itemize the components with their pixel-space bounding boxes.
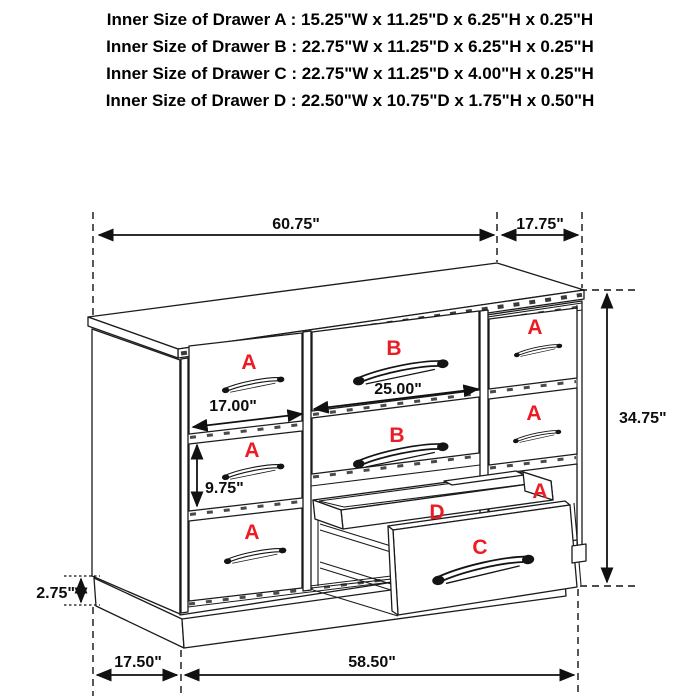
inner-size-line-a: Inner Size of Drawer A : 15.25"W x 11.25"D x 6.25"H x 0.25"H: [106, 10, 594, 29]
dim-label-drawer-b-width: 25.00": [374, 381, 422, 398]
label-d-tray: D: [429, 501, 445, 524]
label-b-second: B: [389, 424, 405, 447]
dim-label-overall-height: 34.75": [619, 410, 667, 427]
dim-label-top-depth: 17.75": [516, 216, 564, 233]
inner-size-line-b: Inner Size of Drawer B : 22.75"W x 11.25"D x 6.25"H x 0.25"H: [106, 37, 594, 56]
label-b-top: B: [386, 337, 402, 360]
label-c-drawer: C: [472, 536, 488, 559]
dim-label-base-width: 58.50": [348, 654, 396, 671]
drawer-a-right-middle: [489, 388, 577, 465]
label-a-left-top: A: [241, 351, 257, 374]
label-a-right-middle: A: [526, 402, 542, 425]
dim-label-drawer-a-height: 9.75": [205, 480, 244, 497]
dim-top-width: [99, 216, 494, 235]
left-stile: [181, 358, 188, 613]
inner-size-line-d: Inner Size of Drawer D : 22.50"W x 10.75"D x 1.75"H x 0.50"H: [105, 91, 595, 110]
mullion-left: [303, 331, 311, 591]
dim-base-width: [185, 654, 574, 675]
dim-base-height: [36, 579, 81, 602]
label-a-left-middle: A: [244, 439, 260, 462]
dim-label-base-depth: 17.50": [114, 654, 162, 671]
dim-overall-height: [607, 294, 667, 582]
dim-top-depth: [502, 216, 578, 235]
label-a-left-bottom: A: [244, 521, 260, 544]
dim-label-base-height: 2.75": [36, 585, 75, 602]
right-foot: [572, 544, 586, 563]
left-side-panel: [92, 329, 180, 614]
label-a-right-lower: A: [532, 480, 548, 503]
dim-label-drawer-a-width: 17.00": [209, 398, 257, 415]
mullion-right: [480, 310, 488, 546]
inner-size-line-c: Inner Size of Drawer C : 22.75"W x 11.25"D x 4.00"H x 0.25"H: [106, 64, 594, 83]
dim-label-top-width: 60.75": [272, 216, 320, 233]
dim-base-depth: [97, 654, 177, 675]
label-a-right-top: A: [527, 316, 543, 339]
